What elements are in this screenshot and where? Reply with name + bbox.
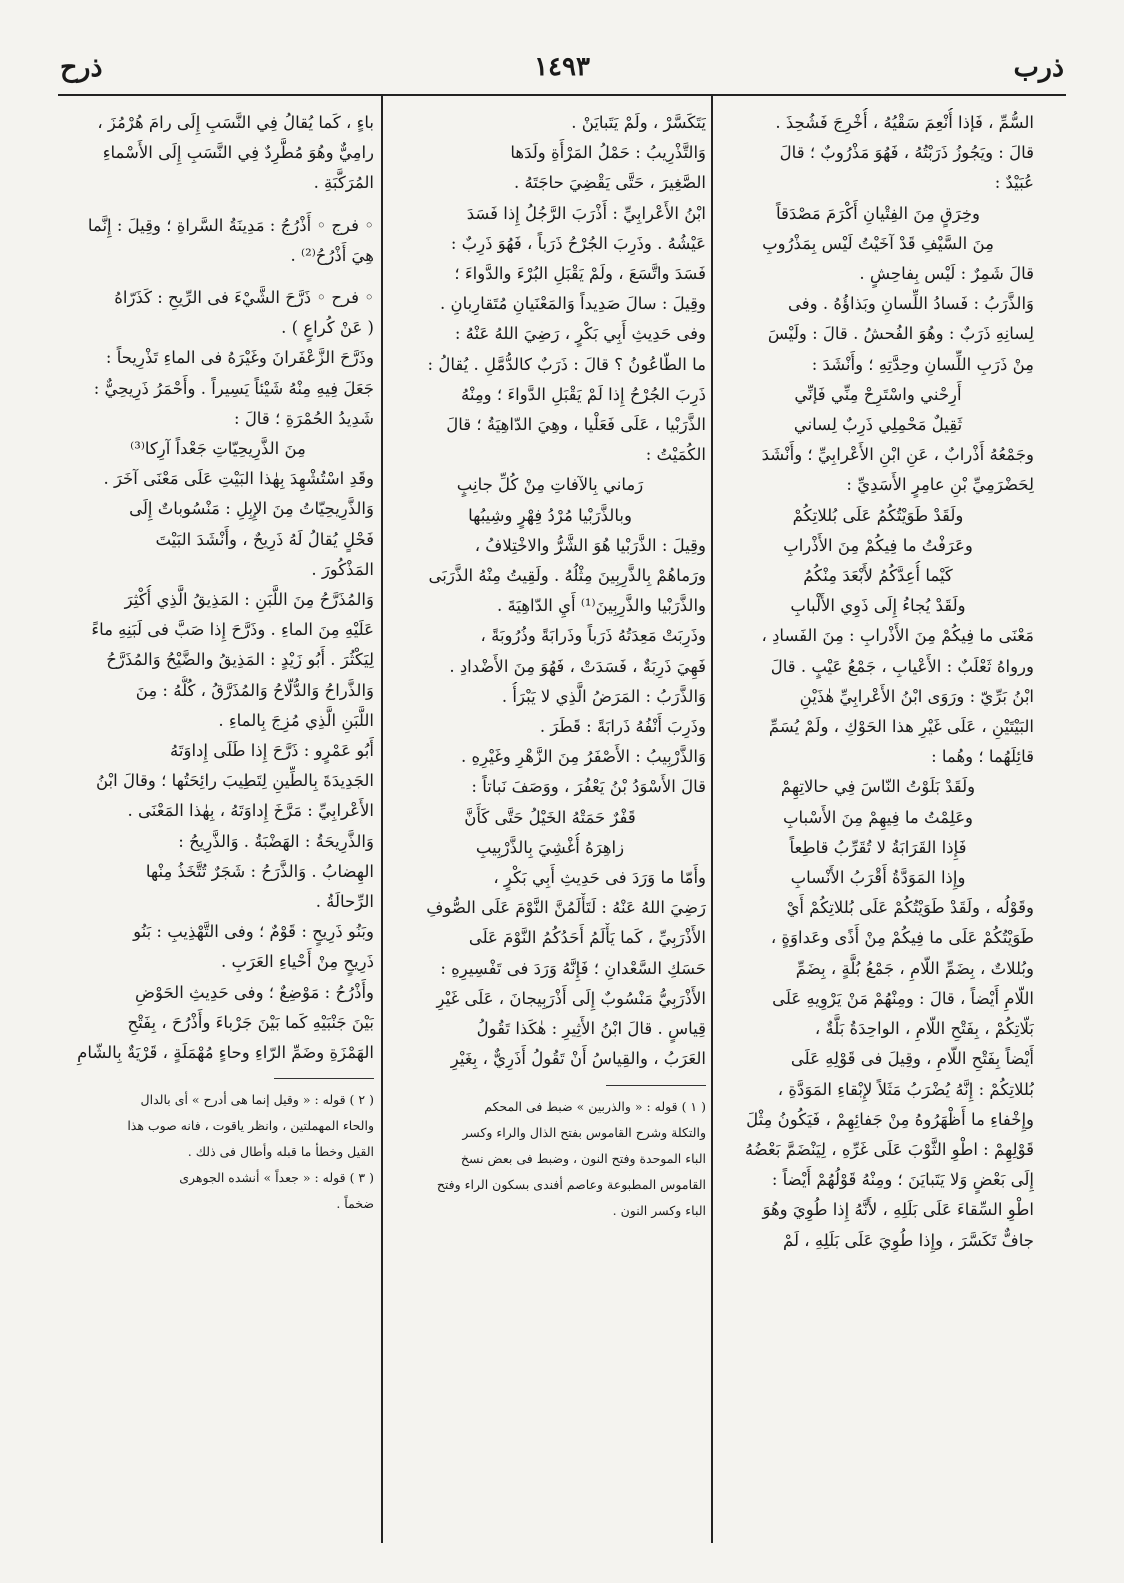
text-line: وجَمْعُهُ أَذْرابٌ ، عَنِ ابْنِ الأَعْرابِيِّ ؛ وأَنْشَدَ bbox=[761, 445, 1034, 465]
text-line: لِسانِهِ ذَرَبٌ : وهُوَ الفُحشُ . قالَ : ولَيْسَ bbox=[767, 324, 1034, 344]
text-line: ابْنُ الأَعْرابِيِّ : أَذْرَبَ الرَّجُلُ إِذا فَسَدَ bbox=[466, 203, 706, 223]
text-line: زاهِرَهُ أُغْشِيَ بِالذَّرْبِيبِ bbox=[475, 837, 625, 857]
text-line: بَيْنَ جَنْبَيْهِ كَما بَيْنَ جَرْباءَ وأَذْرُحَ ، بِفَتْحِ bbox=[127, 1012, 374, 1032]
text-line: وَالذَّرِيحِيّاتُ مِنَ الإِبِلِ : مَنْسُوباتٌ إِلَى bbox=[129, 499, 374, 519]
footnote-line: ضخماً . bbox=[336, 1196, 374, 1212]
footnote-line: القيل وخطأ ما قبله وأطال فى ذلك . bbox=[187, 1144, 374, 1160]
text-line: اللَّبَنِ الَّذِي مُزِجَ بِالماءِ . bbox=[218, 710, 374, 730]
text-line: الجَدِيدَةَ بِالطِّينِ لِتَطِيبَ رائِحَتُها ؛ وقالَ ابْنُ bbox=[96, 771, 374, 791]
text-line: وَالذَّرَبُ : المَرَضُ الَّذِي لا يَبْرَأُ . bbox=[501, 686, 706, 706]
text-line: ذَرِيحٍ مِنْ أَحْياءِ العَرَبِ . bbox=[221, 952, 374, 972]
text-line: قالَ الأَسْوَدُ بْنُ يَعْفُرَ ، ووَصَفَ نَباتاً : bbox=[471, 777, 706, 797]
footnote-line: الباء الموحدة وفتح النون ، وضبط فى بعض نسخ bbox=[460, 1150, 706, 1166]
text-line: وذَرِبَتْ مَعِدَتُهُ ذَرَباً وذَرابَةً وذُرُوبَةً ، bbox=[480, 626, 706, 646]
text-line: وَالتَّذْرِيبُ : حَمْلُ المَرْأَةِ ولَدَها bbox=[510, 143, 706, 163]
text-line: وَالذَّراحُ وَالدُّلّاحُ وَالمُذَرَّقُ ، كُلُّهُ : مِنَ bbox=[135, 680, 374, 700]
text-line: وإِخْفاءِ ما أَظْهَرُوهُ مِنْ جَفائِهِمْ ، فَيَكُونُ مِثْلَ bbox=[746, 1109, 1034, 1129]
column-middle bbox=[394, 108, 706, 1558]
text-line: اللّامِ أَيْضاً ، قالَ : ومِنْهُمْ مَنْ يَرْوِيهِ عَلَى bbox=[772, 988, 1034, 1008]
text-line: وخِرَقٍ مِنَ الفِتْيانِ أَكْرَمَ مَصْدَقاً bbox=[776, 203, 980, 223]
text-line: رامِيٌّ وهُوَ مُطَّرِدٌ فِي النَّسَبِ إِلَى الأَسْماءِ bbox=[102, 143, 374, 163]
entry-gap bbox=[62, 271, 374, 283]
text-line: المُرَكَّبَةِ . bbox=[313, 173, 374, 193]
text-line: الهَمْزَةِ وضَمِّ الرّاءِ وحاءٍ مُهْمَلَةٍ ، قَرْيَةٌ بِالشّامِ bbox=[77, 1043, 374, 1063]
text-line: جَعَلَ فِيهِ مِنْهُ شَيْئاً يَسِيراً . وأَحْمَرُ ذَرِيحِيٌّ : bbox=[93, 378, 374, 398]
text-line: قالَ : ويَجُوزُ ذَرَبْتُهُ ، فَهُوَ مَذْرُوبٌ ؛ قالَ bbox=[779, 143, 1034, 163]
footnote-line: والتكلة وشرح القاموس بفتح الذال والراء وكسر bbox=[462, 1124, 706, 1140]
header-root-word-right: ذرب bbox=[1013, 52, 1064, 83]
text-line: وذَرَّحَ الزَّعْفَرانَ وغَيْرَهُ فى الماءِ تَذْرِيحاً : bbox=[105, 348, 374, 368]
footnote-line: ( ١ ) قوله : « والذربين » ضبط فى المحكم bbox=[484, 1098, 706, 1114]
text-line: البَيْتَيْنِ ، عَلَى غَيْرِ هذا الحَوْكِ ، ولَمْ يُسَمِّ bbox=[768, 717, 1034, 737]
header-rule bbox=[58, 94, 1066, 96]
text-line: مَعْنَى ما فِيكُمْ مِنَ الأَذْرابِ : مِنَ الفَسادِ ، bbox=[761, 626, 1034, 646]
text-line: عَلَيْهِ مِنَ الماءِ . وذَرَّحَ إِذا صَبَّ فى لَبَنِهِ ماءً bbox=[91, 620, 374, 640]
text-line: إِلَى بَعْضٍ وَلا يَتَبايَنَ ؛ ومِنْهُ قَوْلُهُمْ أَيْضاً : bbox=[771, 1170, 1034, 1190]
text-line: ولَقَدْ طَوَيْتُكُمُ عَلَى بُللاتِكُمْ bbox=[792, 505, 964, 525]
text-line: الأَذْرَبِيُّ مَنْسُوبٌ إِلَى أَذْرَبِيجانَ ، عَلَى غَيْرِ bbox=[436, 988, 706, 1008]
text-line: ورَماهُمْ بِالذَّرِبِينَ مِثْلُهُ . ولَقِيتُ مِنْهُ الذَّرَبَى bbox=[428, 566, 706, 586]
text-line: قالَ شَمِرٌ : لَيْس بِفاحِشٍ . bbox=[859, 264, 1034, 284]
text-line: وبَنُو ذَرِيحٍ : قَوْمٌ ؛ وفى التَّهْذِيبِ : بَنُو bbox=[133, 922, 374, 942]
text-line: قَوْلِهِمْ : اطْوِ الثَّوْبَ عَلَى غَرِّهِ ، لِيَنْضَمَّ بَعْضُهُ bbox=[744, 1139, 1034, 1159]
text-line: وقِيلَ : سالَ صَدِيداً وَالمَعْنَيانِ مُتَقارِبانِ . bbox=[439, 294, 706, 314]
footnote-separator bbox=[606, 1085, 706, 1086]
text-line: وفى حَدِيثِ أَبِي بَكْرٍ ، رَضِيَ اللهُ عَنْهُ : bbox=[454, 324, 706, 344]
text-line: ◦ فرج ◦ أَذْرُجُ : مَدِينَةُ السَّراةِ ؛ وقِيلَ : إِنَّما bbox=[87, 215, 374, 235]
column-right bbox=[722, 108, 1034, 1558]
page-number: ١٤٩٣ bbox=[534, 52, 590, 82]
text-line: لِحَضْرَمِيِّ بْنِ عامِرٍ الأَسَدِيِّ : bbox=[846, 475, 1034, 495]
text-line: أَرِحْني واسْتَرِحْ مِنِّي فَإنِّي bbox=[794, 384, 962, 404]
text-line: كَيْما أُعِدَّكُمُ لأَبْعَدَ مِنْكُمُ bbox=[803, 566, 953, 586]
text-line: الكُمَيْتُ : bbox=[645, 445, 706, 465]
text-line: وعَرَفْتُ ما فِيكُمْ مِنَ الأَذْرابِ bbox=[783, 535, 973, 555]
column-divider-left bbox=[381, 96, 383, 1543]
text-line: الصَّغِيرَ ، حَتَّى يَقْضِيَ حاجَتَهُ . bbox=[514, 173, 706, 193]
text-line: ◦ فرح ◦ ذَرَّحَ الشَّيْءَ فى الرِّيحِ : كَذَرّاهُ bbox=[114, 288, 374, 308]
text-line: ابْنُ بَرِّيّ : ورَوَى ابْنُ الأَعْرابِيِّ هٰذَيْنِ bbox=[799, 686, 1034, 706]
text-line: ما الطّاعُونُ ؟ قالَ : ذَرَبٌ كالدُّمَّلِ . يُقالُ : bbox=[427, 354, 706, 374]
text-line: وَالذَّرْبِيبُ : الأَصْفَرُ مِنَ الزَّهْرِ وغَيْرِهِ . bbox=[461, 747, 706, 767]
text-line: وقَدِ اسْتُشْهِدَ بِهٰذا البَيْتِ عَلَى مَعْنَى آخَرَ . bbox=[103, 469, 374, 489]
text-line: ( عَنْ كُراعٍ ) . bbox=[281, 318, 374, 338]
footnote-line: الباء وكسر النون . bbox=[612, 1202, 706, 1218]
entry-gap bbox=[62, 199, 374, 211]
text-line: قِياسٍ . قالَ ابْنُ الأَثِيرِ : هٰكَذا تَقُولُ bbox=[476, 1019, 706, 1039]
text-line: ورواهُ ثَعْلَبٌ : الأَعْيابِ ، جَمْعُ عَيْبٍ . قالَ bbox=[770, 656, 1034, 676]
text-line: أَيْضاً بِفَتْحِ اللّامِ ، وقِيلَ فى قَوْلِهِ عَلَى bbox=[790, 1049, 1034, 1069]
text-line: شَدِيدُ الحُمْرَةِ ؛ قالَ : bbox=[234, 408, 374, 428]
text-line: مِنْ ذَرَبِ اللِّسانِ وحِدَّتِهِ ؛ وأَنْشَدَ : bbox=[811, 354, 1034, 374]
text-line: الأَذْرَبِيِّ ، كَما يَأْلَمُ أَحَدُكُمُ النَّوْمَ عَلَى bbox=[468, 928, 706, 948]
text-line: وَالمُذَرَّحُ مِنَ اللَّبَنِ : المَذِيقُ الَّذِي أُكْثِرَ bbox=[124, 590, 374, 610]
text-line: وأَذْرُحُ : مَوْضِعٌ ؛ وفى حَدِيثِ الحَوْضِ bbox=[135, 982, 374, 1002]
text-line: الهِضابُ . وَالذَّرَحُ : شَجَرٌ تُتَّخَذُ مِنْها bbox=[145, 861, 374, 881]
text-line: باءٍ ، كَما يُقالُ فِي النَّسَبِ إِلَى رامَ هُرْمُزَ ، bbox=[97, 113, 374, 132]
footnote-line: والحاء المهملتين ، وانظر ياقوت ، فانه صوب هذا bbox=[127, 1118, 374, 1134]
text-line: عُبَيْدٌ : bbox=[994, 173, 1034, 193]
footnote-separator bbox=[274, 1078, 374, 1079]
text-line: عَيْشُهُ . وذَرِبَ الجُرْحُ ذَرَباً ، فَهُوَ ذَرِبٌ : bbox=[450, 233, 706, 253]
text-line: الرِّحالَةُ . bbox=[315, 892, 374, 912]
text-line: هِيَ أَذْرُحُ⁽²⁾ . bbox=[290, 245, 374, 265]
text-line: أَبُو عَمْرٍو : ذَرَّحَ إِذا طَلَى إِداوَتَهُ bbox=[170, 741, 374, 761]
text-line: المَذْكُورَ . bbox=[311, 559, 374, 579]
footnote-line: ( ٣ ) قوله : « جعداً » أنشده الجوهرى bbox=[179, 1170, 374, 1186]
text-line: الأَعْرابِيِّ : مَرَّخَ إِداوَتَهُ ، بِهٰذا المَعْنَى . bbox=[127, 801, 374, 821]
text-line: ولَقَدْ يُجاءُ إِلَى ذَوِي الأَلْبابِ bbox=[790, 596, 966, 616]
text-line: قائِلَهُما ؛ وهُما : bbox=[931, 747, 1034, 767]
text-line: وَالذَّرَبُ : فَسادُ اللِّسانِ وبَذاؤُهُ . وفى bbox=[788, 294, 1034, 314]
text-line: اطْوِ السِّقاءَ عَلَى بَلَلِهِ ، لأَنَّهُ إِذا طُوِيَ وهُوَ bbox=[762, 1200, 1034, 1220]
text-line: مِنَ الذَّرِيحِيّاتِ جَعْداً آرِكا⁽³⁾ bbox=[130, 439, 306, 459]
text-line: ولَقَدْ بَلَوْتُ النّاسَ فِي حالاتِهِمْ bbox=[780, 777, 976, 797]
text-line: وذَرِبَ أَنْفُهُ ذَرابَةً : قَطَرَ . bbox=[539, 717, 706, 737]
text-line: يَتَكَسَّرْ ، ولَمْ يَتَبايَنْ . bbox=[571, 113, 706, 132]
footnote-line: القاموس المطبوعة وعاصم أفندى بسكون الراء وفتح bbox=[436, 1176, 706, 1192]
text-line: مِنَ السَّيْفِ قَدْ آخَيْتُ لَيْس بِمَذْرُوبِ bbox=[762, 233, 994, 253]
text-line: ذَرِبَ الجُرْحُ إِذا لَمْ يَقْبَلِ الدَّواءَ ؛ ومِنْهُ bbox=[461, 384, 706, 404]
footnote-line: ( ٢ ) قوله : « وقيل إنما هى أدرح » أى بالدال bbox=[140, 1092, 374, 1108]
column-divider-right bbox=[711, 96, 713, 1543]
text-line: وبالذَّرَبْيا مُرْدُ فِهْرٍ وشِيبُها bbox=[468, 505, 632, 525]
text-line: وأَمّا ما وَرَدَ فى حَدِيثِ أَبِي بَكْرٍ ، bbox=[493, 868, 706, 888]
text-line: وعَلِمْتُ ما فِيهِمْ مِنَ الأَسْبابِ bbox=[782, 807, 974, 827]
text-line: وقَوْلُه ، ولَقَدْ طَوَيْتُكُمْ عَلَى بُللاتِكُمْ أَيْ bbox=[786, 898, 1034, 918]
text-line: قَفْرٌ حَمَتْهُ الخَيْلُ حَتَّى كَأَنَّ bbox=[464, 807, 636, 827]
text-line: فَحْلٍ يُقالُ لَهُ ذَرِيحٌ ، وأَنْشَدَ البَيْتَ bbox=[155, 529, 374, 549]
text-line: والذَّرَبْيا والذَّرِبِينَ⁽¹⁾ أَيِ الدّاهِيَةَ . bbox=[497, 596, 706, 616]
text-line: بَلّاتِكُمْ ، بِفَتْحِ اللّامِ ، الواحِدَةُ بَلَّةٌ ، bbox=[814, 1019, 1034, 1039]
column-left bbox=[62, 108, 374, 1558]
text-line: السُّمِّ ، فَإذا أُنْعِمَ سَقْيُهُ ، أُخْرِجَ فَشُحِذَ . bbox=[775, 113, 1034, 132]
page-header bbox=[60, 52, 1064, 92]
text-line: جافٌّ تَكَسَّرَ ، وإِذا طُوِيَ عَلَى بَلَلِهِ ، لَمْ bbox=[783, 1230, 1034, 1250]
text-line: رَضِيَ اللهُ عَنْهُ : لَتَأْلَمُنَّ النَّوْمَ عَلَى الصُّوفِ bbox=[426, 898, 706, 918]
text-line: العَرَبُ ، والقِياسُ أَنْ تَقُولُ أَذَرِيٌّ ، بِغَيْرِ bbox=[450, 1049, 706, 1069]
header-root-word-left: ذرح bbox=[60, 52, 103, 83]
text-line: طَوَيْتُكُمْ عَلَى ما فِيكُمْ مِنْ أَذًى وعَداوَةٍ ، bbox=[770, 928, 1034, 948]
text-line: لِيَكْثُرَ . أَبُو زَيْدٍ : المَذِيقُ والضَّيْحُ وَالمُذَرَّحُ bbox=[106, 650, 374, 670]
text-line: فَسَدَ واتَّسَعَ ، ولَمْ يَقْبَلِ البُرْءَ والدَّواءَ ؛ bbox=[454, 264, 706, 284]
text-line: بُللاتِكُمْ : إِنَّهُ يُضْرَبُ مَثَلاً لإِبْقاءِ المَوَدَّةِ ، bbox=[777, 1079, 1034, 1099]
text-line: حَسَكِ السَّعْدانِ ؛ فَإِنَّهُ وَرَدَ فى تَفْسِيرِهِ : bbox=[440, 958, 706, 978]
text-line: وبُللاتٌ ، بِضَمِّ اللّامِ ، جَمْعُ بُلَّةٍ ، بِضَمِّ bbox=[795, 958, 1034, 978]
text-line: وإِذا المَوَدَّةُ أَقْرَبُ الأَنْسابِ bbox=[790, 868, 966, 888]
text-line: رَماني بِالآفاتِ مِنْ كُلِّ جانِبٍ bbox=[456, 475, 644, 495]
text-line: الذَّرَبْيا ، عَلَى فَعَلْيا ، وهِيَ الدّاهِيَةُ ؛ قالَ bbox=[446, 415, 706, 435]
text-line: ثَقِيلٌ مَحْمِلِي ذَرِبٌ لِساني bbox=[793, 415, 963, 435]
text-line: فَإِذا القَرَابَةُ لا تُقَرِّبُ قاطِعاً bbox=[789, 837, 967, 857]
text-line: وَالذَّرِيحَةُ : الهَضْبَةُ . وَالذَّرِيحُ : bbox=[178, 831, 374, 851]
text-line: وقِيلَ : الذَّرَبْيا هُوَ الشَّرُّ والاخْتِلافُ ، bbox=[474, 535, 706, 555]
text-line: فَهِيَ ذَرِبَةٌ ، فَسَدَتْ ، فَهُوَ مِنَ الأَضْدادِ . bbox=[449, 656, 706, 676]
